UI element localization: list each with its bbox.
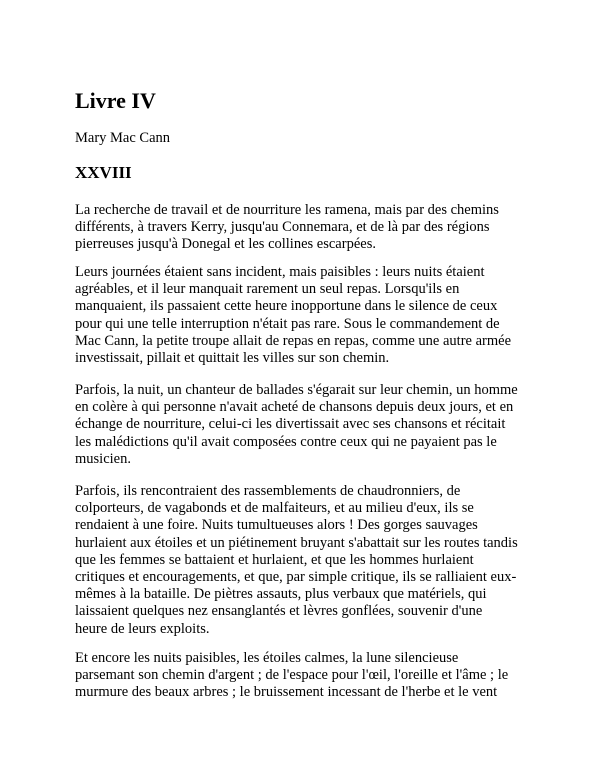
text-line: pour qui une telle interruption n'était pas rare. Sous le commandement de [75, 315, 500, 332]
text-line: murmure des beaux arbres ; le bruissement incessant de l'herbe et le vent [75, 684, 498, 701]
text-line: manquaient, ils passaient cette heure inopportune dans le silence de ceux [75, 298, 498, 315]
text-line: laissaient quelques nez ensanglantés et lèvres gonflées, souvenir d'une [75, 603, 483, 620]
text-line: La recherche de travail et de nourriture les ramena, mais par des chemins [75, 202, 499, 218]
text-line: échange de nourriture, celui-ci les divertissait avec ses chansons et récitait [75, 416, 506, 433]
text-line: que les femmes se battaient et hurlaient, et que les hommes hurlaient [75, 551, 474, 568]
paragraph-3 [75, 382, 518, 468]
text-line: parsemant son chemin d'argent ; de l'espace pour l'œil, l'oreille et l'âme ; le [75, 667, 509, 684]
text-line: rendaient à une foire. Nuits tumultueuses alors ! Des gorges sauvages [75, 517, 478, 534]
paragraph-2 [75, 264, 511, 367]
text-line: investissait, pillait et quittait les villes sur son chemin. [75, 350, 390, 367]
paragraph-5 [75, 650, 508, 702]
paragraph-1 [75, 202, 499, 254]
text-line: pierreuses jusqu'à Donegal et les collines escarpées. [75, 236, 376, 253]
text-line: heure de leurs exploits. [75, 620, 210, 637]
text-line: critiques et encouragements, et que, par simple critique, ils se ralliaient eux- [75, 569, 517, 586]
text-line: les malédictions qu'il avait composées contre ceux qui ne payaient pas le [75, 433, 497, 450]
text-line: mêmes à la bataille. De piètres assauts, plus verbaux que matériels, qui [75, 586, 487, 603]
text-line: colporteurs, de vagabonds et de malfaiteurs, et au milieu d'eux, ils se [75, 500, 474, 517]
book-title: Livre IV [75, 88, 156, 113]
chapter-heading: XXVIII [75, 163, 132, 182]
author-name: Mary Mac Cann [75, 130, 171, 146]
text-line: musicien. [75, 450, 131, 467]
text-line: Parfois, ils rencontraient des rassemblements de chaudronniers, de [75, 483, 461, 499]
text-line: Parfois, la nuit, un chanteur de ballades s'égarait sur leur chemin, un homme [75, 382, 518, 398]
text-line: Mac Cann, la petite troupe allait de repas en repas, comme une autre armée [75, 332, 512, 349]
paragraph-4 [75, 483, 518, 638]
text-line: agréables, et il leur manquait rarement un seul repas. Lorsqu'ils en [75, 281, 460, 298]
text-line: Et encore les nuits paisibles, les étoiles calmes, la lune silencieuse [75, 650, 459, 666]
text-line: Leurs journées étaient sans incident, mais paisibles : leurs nuits étaient [75, 264, 485, 280]
text-line: différents, à travers Kerry, jusqu'au Connemara, et de là par des régions [75, 219, 490, 236]
text-line: en colère à qui personne n'avait acheté de chansons depuis deux jours, et en [75, 399, 514, 416]
text-line: hurlaient aux étoiles et un piétinement bruyant s'abattait sur les routes tandis [75, 534, 518, 551]
